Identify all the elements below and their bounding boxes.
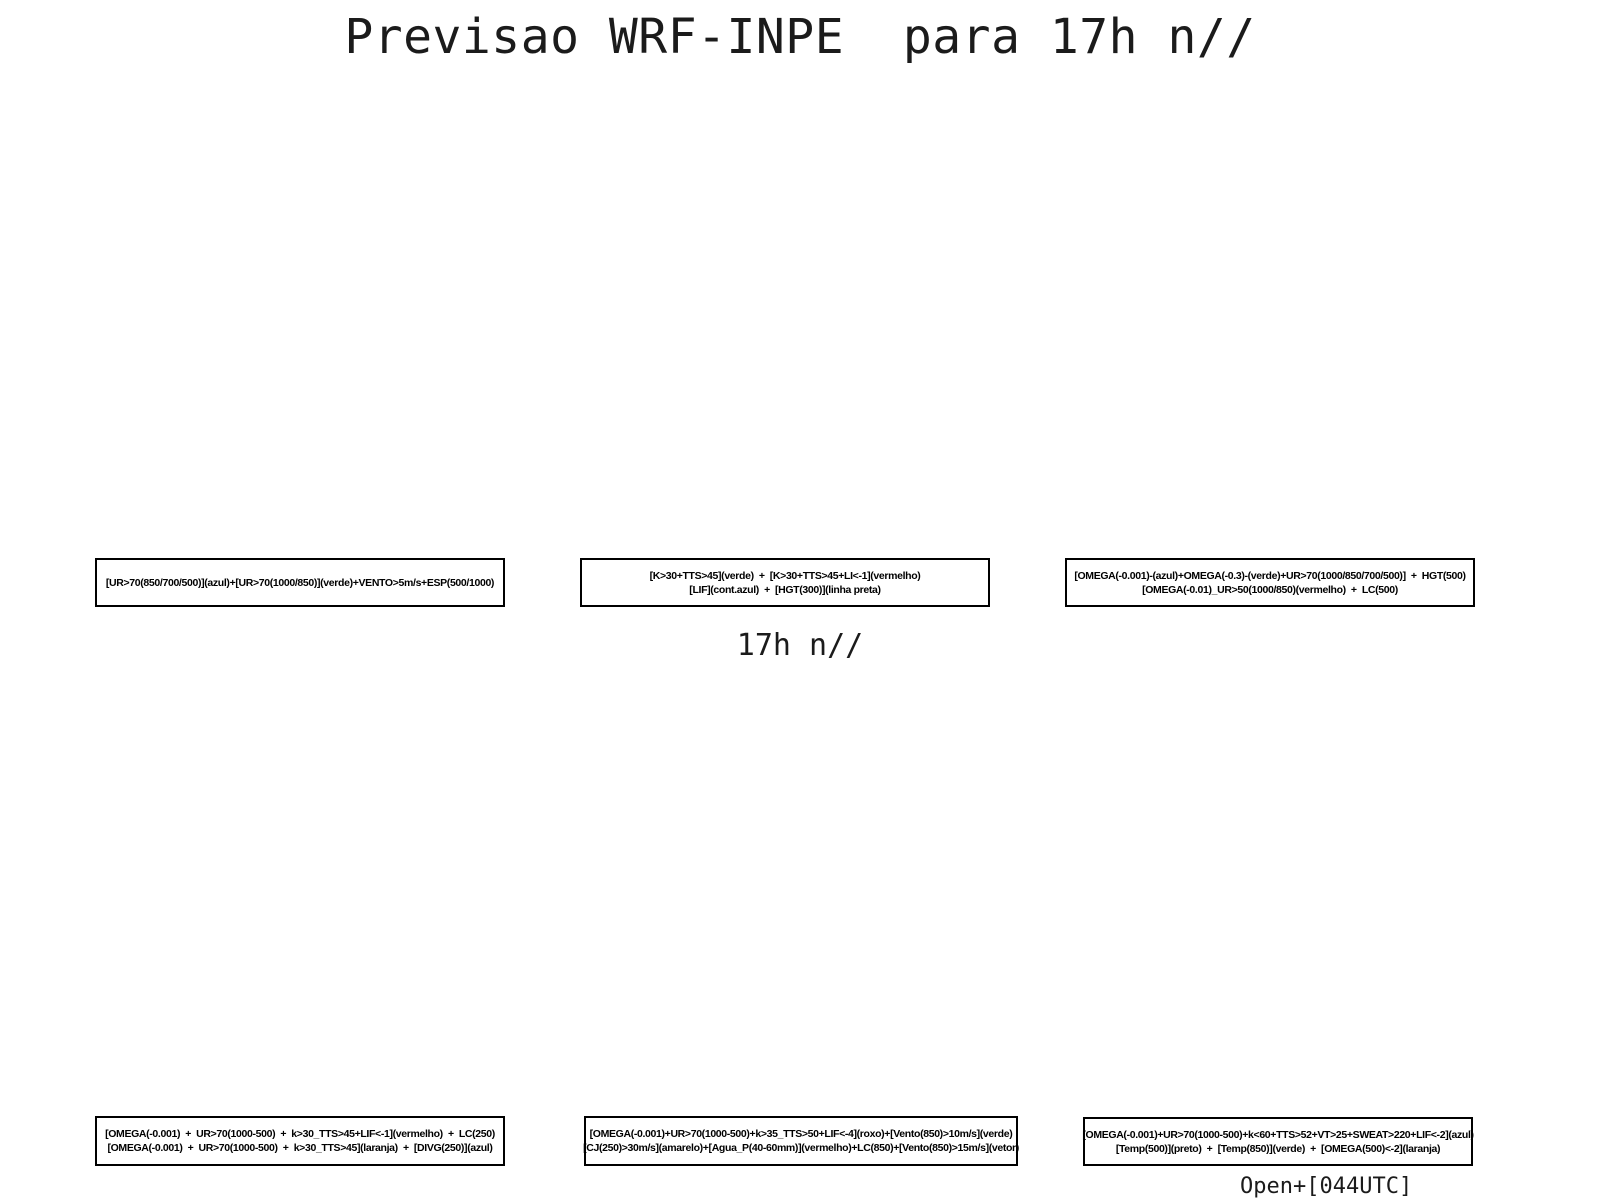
legend-line: [OMEGA(-0.01)_UR>50(1000/850)(vermelho) + LC(500) [1142,583,1398,596]
legend-line: [LIF](cont.azul) + [HGT(300)](linha preta) [689,583,881,596]
legend-line: [K>30+TTS>45](verde) + [K>30+TTS>45+LI<-1](vermelho) [649,569,921,582]
legend-line: [OMEGA(-0.001)-(azul)+OMEGA(-0.3)-(verde)+UR>70(1000/850/700/500)] + HGT(500) [1074,569,1466,582]
legend-box-top-left [95,558,505,607]
center-time-label: 17h n// [736,628,864,663]
footer-open-label: Open+[044UTC] [1240,1174,1413,1199]
legend-box-bottom-left [95,1116,505,1166]
legend-line: [OMEGA(-0.001) + UR>70(1000-500) + k>30_TTS>45](laranja) + [DIVG(250)](azul) [107,1142,493,1154]
legend-line: [UR>70(850/700/500)](azul)+[UR>70(1000/850)](verde)+VENTO>5m/s+ESP(500/1000) [105,576,495,589]
legend-line: [CJ(250)>30m/s](amarelo)+[Agua_P(40-60mm)](vermelho)+LC(850)+[Vento(850)>15m/s](vetor) [583,1142,1019,1154]
legend-line: [OMEGA(-0.001) + UR>70(1000-500) + k>30_TTS>45+LIF<-1](vermelho) + LC(250) [105,1128,495,1140]
legend-box-top-right [1065,558,1475,607]
legend-line: [Temp(500)](preto) + [Temp(850)](verde) + [OMEGA(500)<-2](laranja) [1115,1142,1441,1155]
page-title: Previsao WRF-INPE para 17h n// [344,9,1256,65]
legend-box-bottom-right [1083,1117,1473,1166]
legend-box-top-center [580,558,990,607]
legend-line: [OMEGA(-0.001)+UR>70(1000-500)+k>35_TTS>50+LIF<-4](roxo)+[Vento(850)>10m/s](verde) [589,1128,1013,1140]
legend-box-bottom-center [584,1116,1018,1166]
legend-line: [OMEGA(-0.001)+UR>70(1000-500)+k<60+TTS>52+VT>25+SWEAT>220+LIF<-2](azul) [1082,1128,1474,1141]
